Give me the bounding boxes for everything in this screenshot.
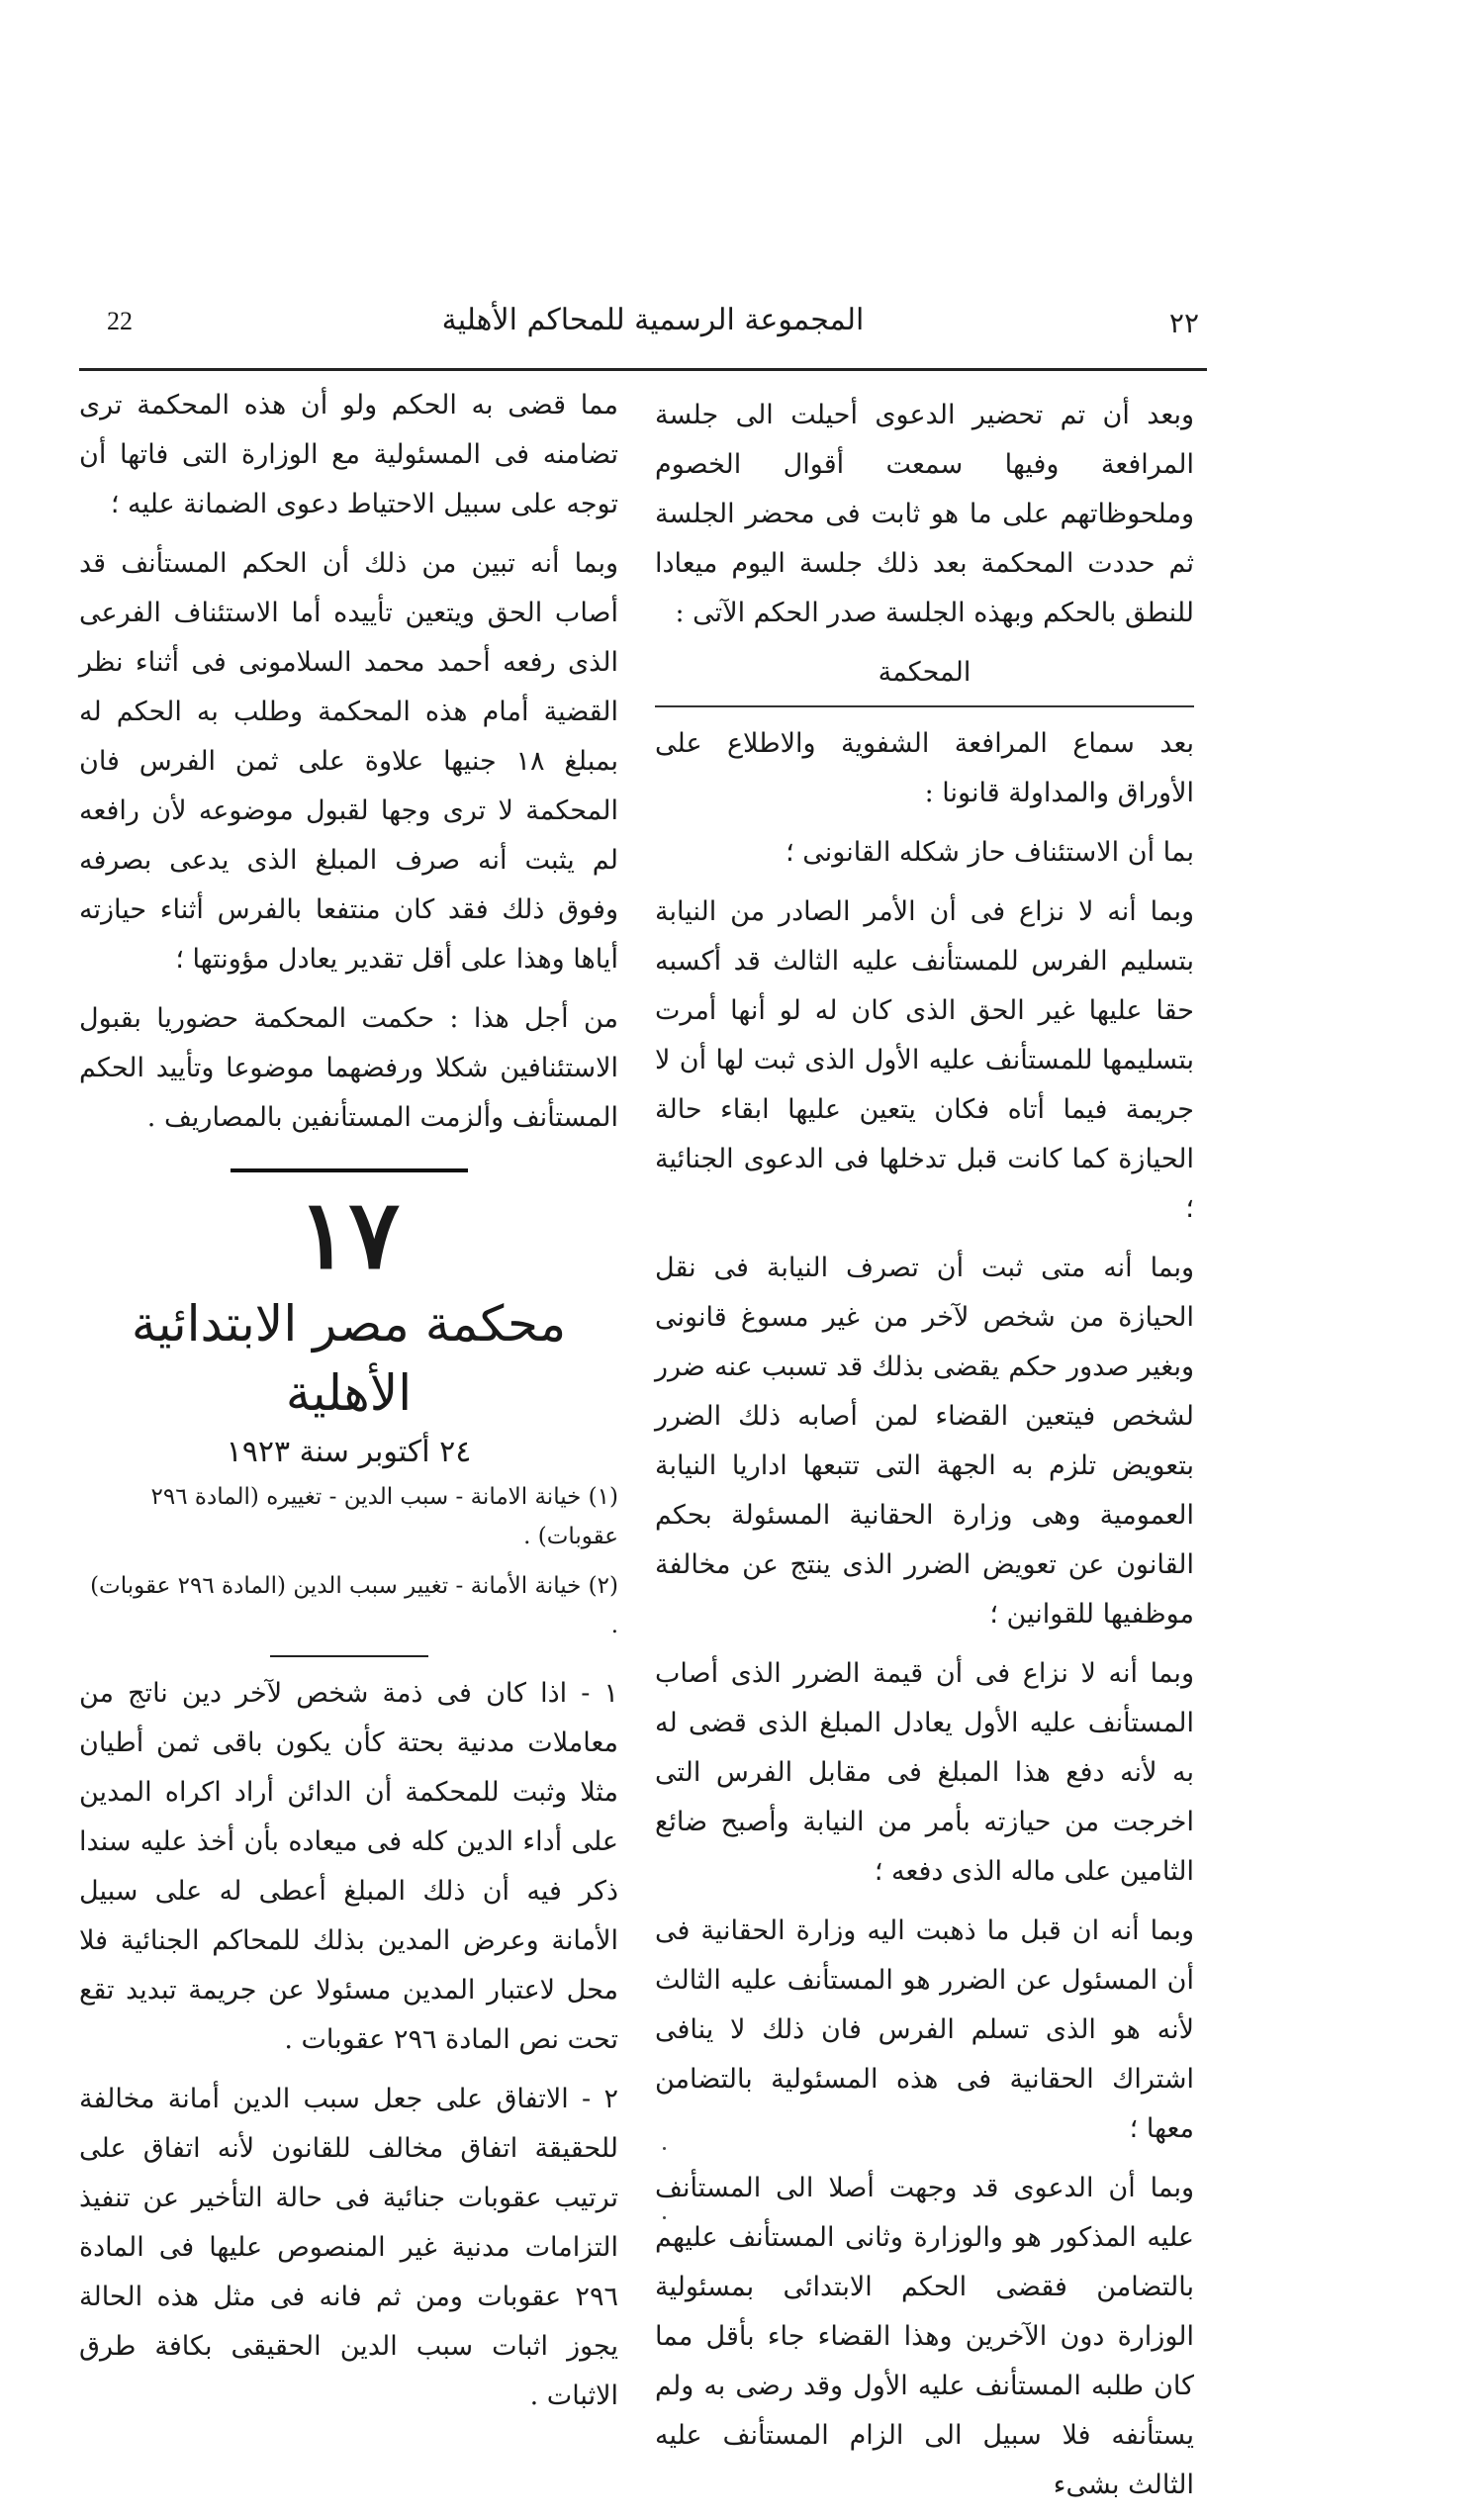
paragraph: وبما أنه تبين من ذلك أن الحكم المستأنف قد أصاب الحق ويتعين تأييده أما الاستئناف الفرعى الذى رفعه أحمد محمد السلامونى فى أثناء نظر القضية أمام هذه المحكمة وطلب به الحكم له بمبلغ ١٨ جنيها علاوة على ثمن الفرس فان المحكمة لا ترى وجها لقبول موضوعه لأن رافعه لم يثبت أنه صرف المبلغ الذى يدعى بصرفه وفوق ذلك فقد كان منتفعا بالفرس أثناء حيازته أياها وهذا على أقل تقدير يعادل مؤونتها ؛	[79, 548, 618, 975]
summary-item: (٢) خيانة الأمانة - تغيير سبب الدين (المادة ٢٩٦ عقوبات) .	[90, 1573, 618, 1638]
paragraph: بعد سماع المرافعة الشفوية والاطلاع على الأوراق والمداولة قانونا :	[655, 728, 1194, 808]
paragraph: وبما أنه لا نزاع فى أن قيمة الضرر الذى أصاب المستأنف عليه الأول يعادل المبلغ الذى قضى له به لأنه دفع هذا المبلغ فى مقابل الفرس التى اخرجت من حيازته بأمر من النيابة وأصبح ضائع الثامين على ماله الذى دفعه ؛	[655, 1658, 1194, 1887]
paragraph: وبعد أن تم تحضير الدعوى أحيلت الى جلسة المرافعة وفيها سمعت أقوال الخصوم وملحوظاتهم على ما هو ثابت فى محضر الجلسة ثم حددت المحكمة بعد ذلك جلسة اليوم ميعادا للنطق بالحكم وبهذه الجلسة صدر الحكم الآتى :	[655, 400, 1194, 628]
header-rule	[79, 368, 1207, 371]
right-column	[655, 391, 1194, 2520]
left-column	[79, 381, 618, 2431]
case-number: ١٧	[297, 1178, 401, 1290]
paragraph: من أجل هذا : حكمت المحكمة حضوريا بقبول الاستئنافين شكلا ورفضهما موضوعا وتأييد الحكم المستأنف وألزمت المستأنفين بالمصاريف .	[79, 1003, 618, 1133]
case-separator-rule	[231, 1168, 468, 1172]
page-header	[89, 297, 1217, 356]
paragraph: ١ - اذا كان فى ذمة شخص لآخر دين ناتج من معاملات مدنية بحتة كأن يكون باقى ثمن أطيان مثلا وثبت للمحكمة أن الدائن أراد اكراه المدين على أداء الدين كله فى ميعاده بأن أخذ عليه سندا ذكر فيه أن ذلك المبلغ أعطى له على سبيل الأمانة وعرض المدين بذلك للمحاكم الجنائية فلا محل لاعتبار المدين مسئولا عن جريمة تبديد تقع تحت نص المادة ٢٩٦ عقوبات .	[79, 1678, 618, 2055]
section-heading: المحكمة	[878, 657, 971, 688]
scan-speck	[663, 2216, 666, 2219]
paragraph: وبما أنه ان قبل ما ذهبت اليه وزارة الحقانية فى أن المسئول عن الضرر هو المستأنف عليه الثالث لأنه هو الذى تسلم الفرس فان ذلك لا ينافى اشتراك الحقانية فى هذه المسئولية بالتضامن معها ؛	[655, 1915, 1194, 2144]
judgment-date: ٢٤ أكتوبر سنة ١٩٢٣	[226, 1435, 472, 1469]
summary-item: (١) خيانة الامانة - سبب الدين - تغييره (المادة ٢٩٦ عقوبات) .	[150, 1484, 618, 1549]
page-number-arabic: ٢٢	[1168, 307, 1199, 339]
running-title: المجموعة الرسمية للمحاكم الأهلية	[441, 303, 865, 337]
scan-speck	[663, 2147, 666, 2150]
paragraph: ٢ - الاتفاق على جعل سبب الدين أمانة مخالفة للحقيقة اتفاق مخالف للقانون لأنه اتفاق على ترتيب عقوبات جنائية فى حالة التأخير عن تنفيذ التزامات مدنية غير المنصوص عليها فى المادة ٢٩٦ عقوبات ومن ثم فانه فى مثل هذه الحالة يجوز اثبات سبب الدين الحقيقى بكافة طرق الاثبات .	[79, 2084, 618, 2411]
paragraph: وبما أنه متى ثبت أن تصرف النيابة فى نقل الحيازة من شخص لآخر من غير مسوغ قانونى وبغير صدور حكم يقضى بذلك قد تسبب عنه ضرر لشخص فيتعين القضاء لمن أصابه ذلك الضرر بتعويض تلزم به الجهة التى تتبعها اداريا النيابة العمومية وهى وزارة الحقانية المسئولة بحكم القانون عن تعويض الضرر الذى ينتج عن مخالفة موظفيها للقوانين ؛	[655, 1253, 1194, 1630]
paragraph: وبما أن الدعوى قد وجهت أصلا الى المستأنف عليه المذكور هو والوزارة وثانى المستأنف عليهم بالتضامن فقضى الحكم الابتدائى بمسئولية الوزارة دون الآخرين وهذا القضاء جاء بأقل مما كان طلبه المستأنف عليه الأول وقد رضى به ولم يستأنفه فلا سبيل الى الزام المستأنف عليه الثالث بشىء	[655, 2173, 1194, 2500]
paragraph: مما قضى به الحكم ولو أن هذه المحكمة ترى تضامنه فى المسئولية مع الوزارة التى فاتها أن توجه على سبيل الاحتياط دعوى الضمانة عليه ؛	[79, 390, 618, 519]
divider	[655, 705, 1194, 707]
page-number-latin: 22	[107, 307, 133, 335]
case-heading-block	[79, 1168, 618, 1477]
paragraph: وبما أنه لا نزاع فى أن الأمر الصادر من النيابة بتسليم الفرس للمستأنف عليه الثالث قد أكسبه حقا عليها غير الحق الذى كان له لو أنها أمرت بتسليمها للمستأنف عليه الأول الذى ثبت لها أن لا جريمة فيما أتاه فكان يتعين عليها ابقاء حالة الحيازة كما كانت قبل تدخلها فى الدعوى الجنائية ؛	[655, 896, 1194, 1224]
summary-rule	[270, 1655, 428, 1657]
court-name: محكمة مصر الابتدائية الأهلية	[131, 1295, 567, 1422]
paragraph: بما أن الاستئناف حاز شكله القانونى ؛	[786, 837, 1194, 868]
